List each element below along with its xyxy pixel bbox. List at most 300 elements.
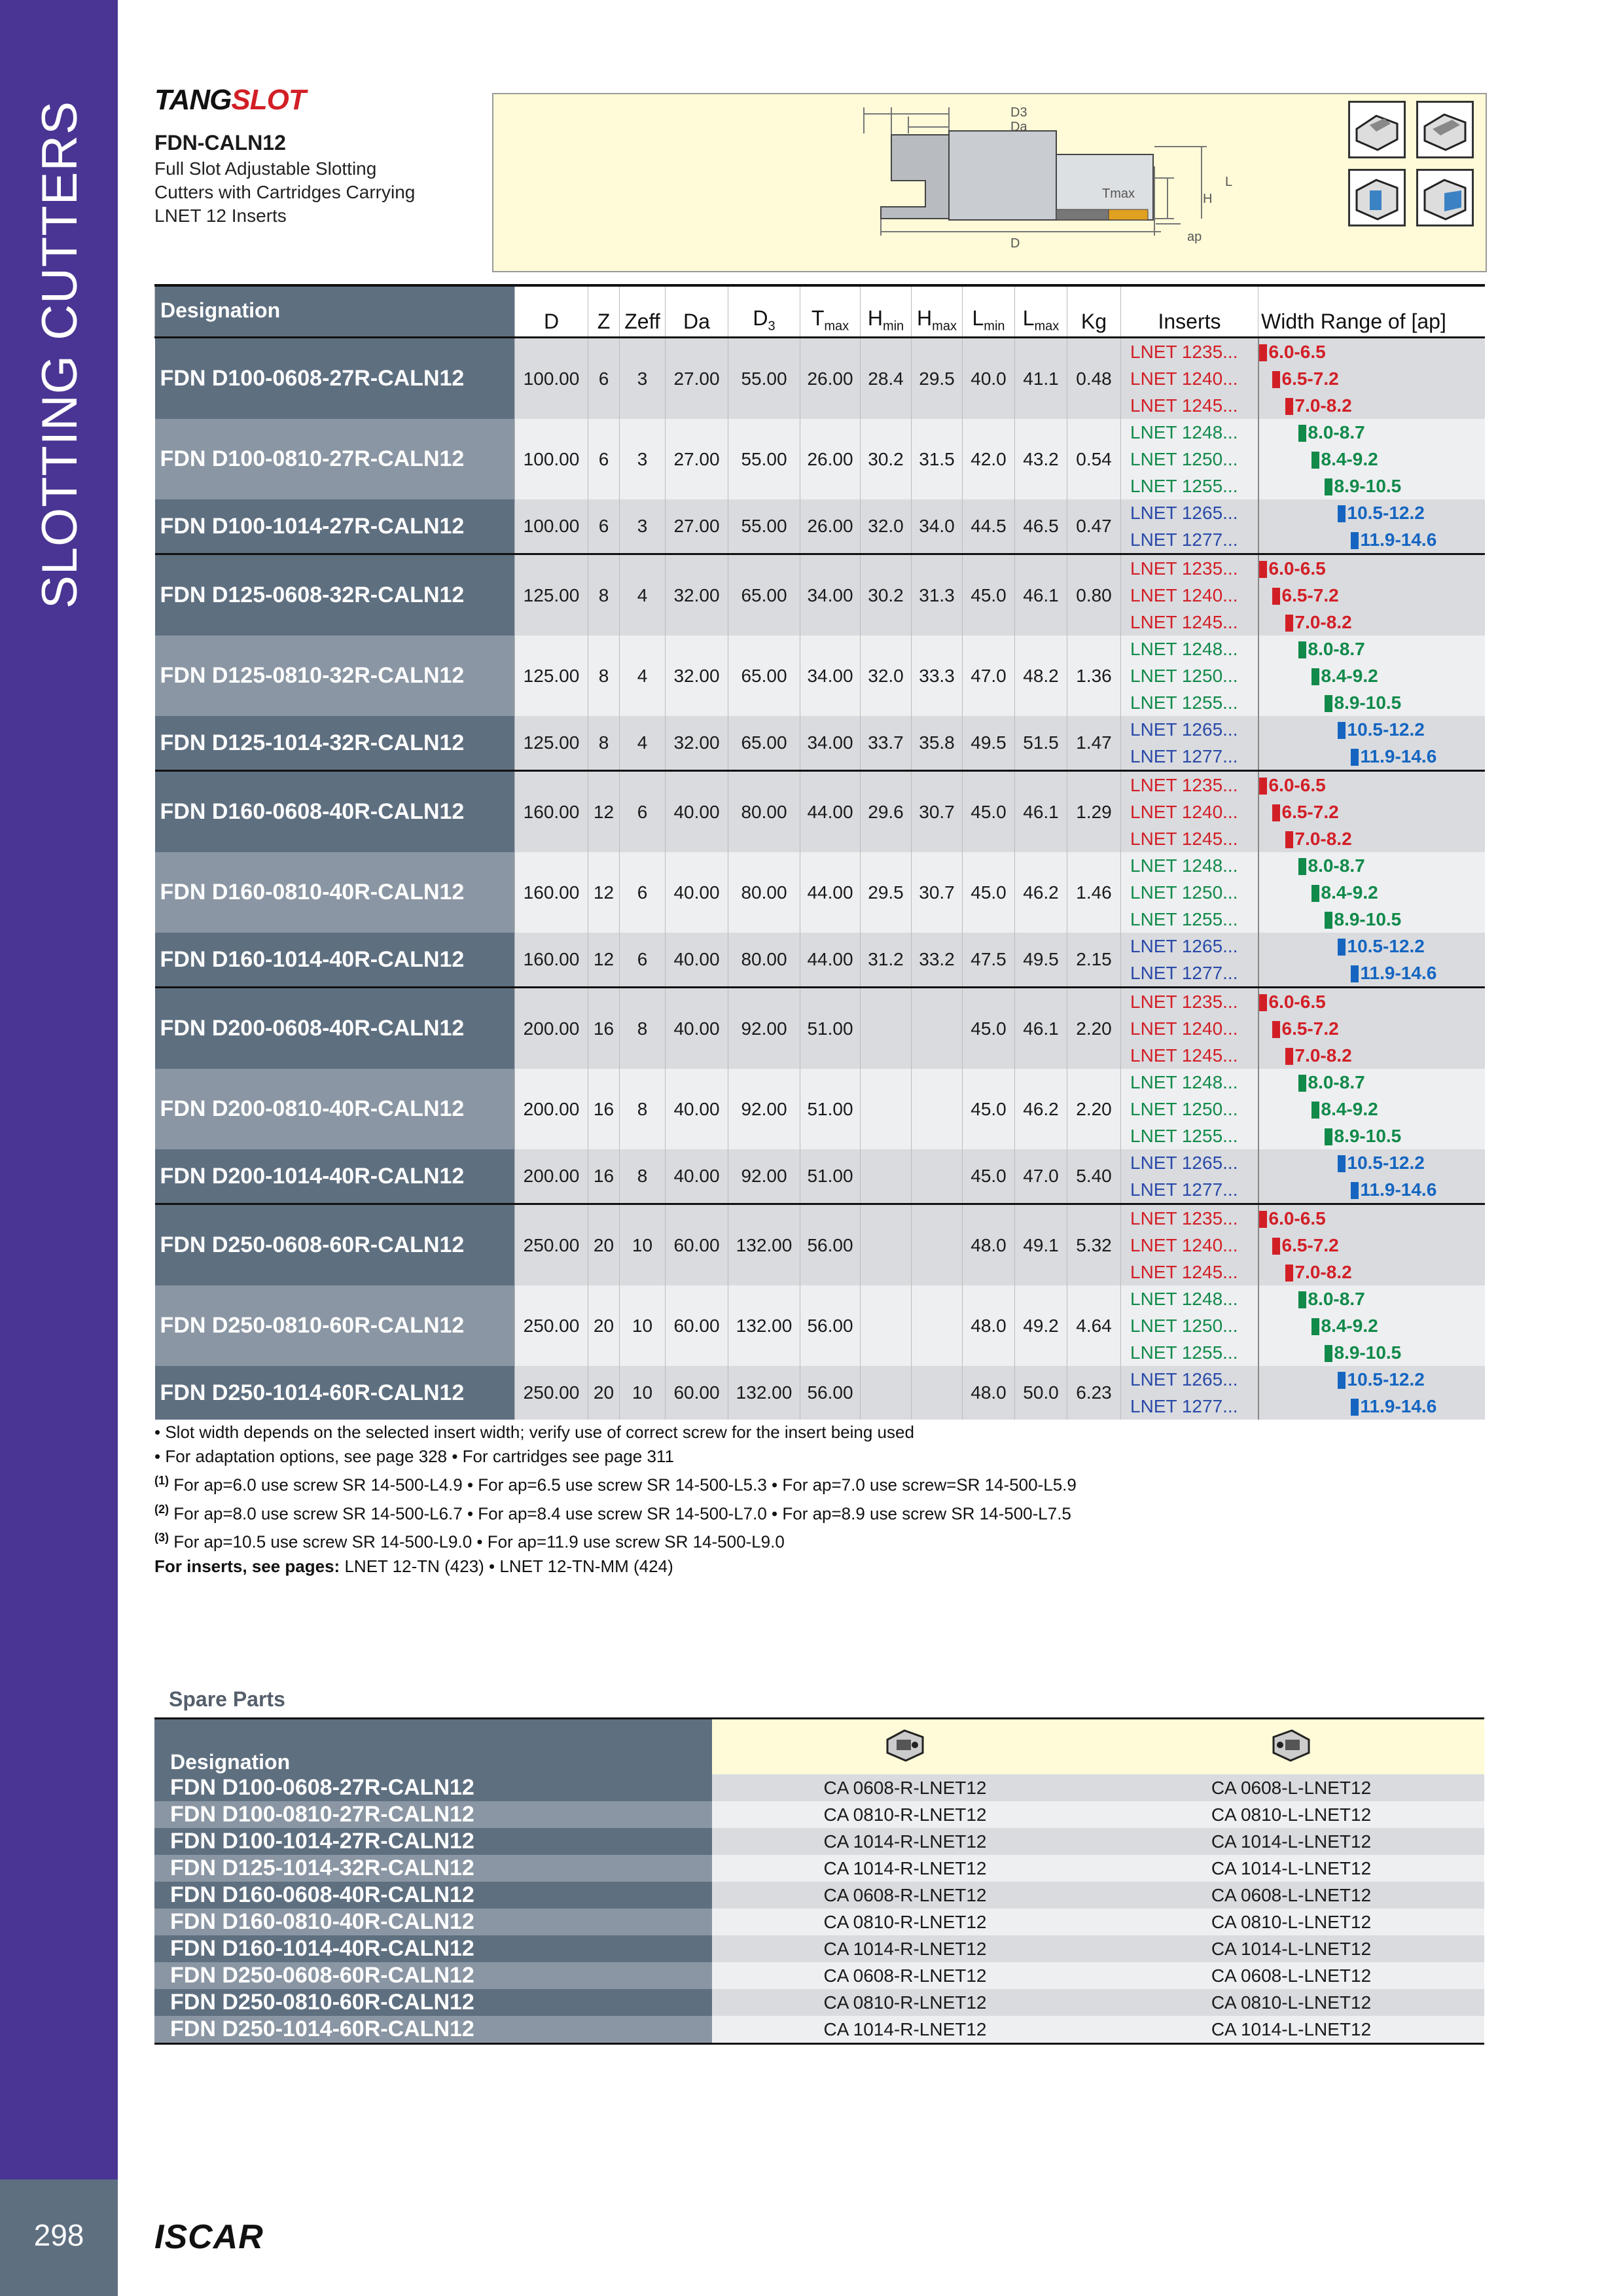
color-swatch-icon: [1272, 804, 1280, 821]
insert-cell: LNET 1235...: [1121, 338, 1258, 366]
cell-lmin: 45.0: [963, 1149, 1015, 1204]
width-range-cell: [1258, 1176, 1485, 1204]
cell-d3: 55.00: [728, 338, 800, 420]
width-range-text: 6.5-7.2: [1281, 1018, 1339, 1039]
width-range-text: 8.0-8.7: [1308, 638, 1365, 659]
spare-row: [154, 1801, 1484, 1828]
cell-lmin: 45.0: [963, 852, 1015, 933]
cell-tmax: 44.00: [800, 771, 861, 853]
color-swatch-icon: [1325, 1345, 1332, 1362]
header-width-range: Width Range of [ap]: [1258, 285, 1485, 338]
cartridge-right-cell: CA 1014-R-LNET12: [712, 1828, 1098, 1855]
insert-cell: LNET 1255...: [1121, 689, 1258, 716]
designation-cell: FDN D160-0810-40R-CALN12: [155, 852, 515, 933]
insert-cell: LNET 1255...: [1121, 906, 1258, 933]
color-swatch-icon: [1272, 371, 1280, 388]
insert-cell: LNET 1240...: [1121, 798, 1258, 825]
label-d: D: [1010, 236, 1020, 251]
cell-da: 60.00: [666, 1204, 728, 1286]
cartridge-left-cell: CA 1014-L-LNET12: [1098, 1855, 1484, 1882]
cell-hmin: 32.0: [861, 499, 912, 554]
width-range-cell: [1258, 798, 1485, 825]
width-range-text: 6.0-6.5: [1268, 1208, 1326, 1229]
cell-da: 40.00: [666, 852, 728, 933]
designation-cell: FDN D200-1014-40R-CALN12: [155, 1149, 515, 1204]
note-line: $^{(3)}$ For ap=10.5 use screw SR 14-500-L9.0 • For ap=11.9 use screw SR 14-500-L9.0: [154, 1531, 785, 1552]
header-z: Z: [588, 285, 620, 338]
spare-parts-body: [154, 1774, 1484, 2044]
cell-z: 20: [588, 1366, 620, 1420]
tool-data-body: [155, 338, 1485, 1420]
cartridge-left-cell: CA 0810-L-LNET12: [1098, 1989, 1484, 2016]
brand-logo-part2: SLOT: [231, 84, 306, 116]
width-range-text: 8.0-8.7: [1308, 422, 1365, 442]
color-swatch-icon: [1338, 1372, 1346, 1389]
width-range-text: 6.5-7.2: [1281, 584, 1339, 605]
sidebar-title: SLOTTING CUTTERS: [32, 100, 88, 609]
color-swatch-icon: [1298, 1291, 1306, 1308]
cell-zeff: 8: [620, 988, 666, 1069]
cell-lmax: 51.5: [1015, 716, 1067, 771]
model-description: Full Slot Adjustable Slotting Cutters with Cartridges Carrying LNET 12 Inserts: [154, 158, 416, 226]
width-range-cell: [1258, 1339, 1485, 1366]
cell-lmin: 49.5: [963, 716, 1015, 771]
slotting-application-icon: [1348, 101, 1406, 158]
cell-da: 40.00: [666, 933, 728, 988]
color-swatch-icon: [1325, 695, 1332, 712]
cell-z: 6: [588, 338, 620, 420]
color-swatch-icon: [1311, 1318, 1319, 1335]
face-slot-application-icon: [1416, 101, 1474, 158]
cell-hmax: 35.8: [912, 716, 963, 771]
cell-lmax: 46.1: [1015, 554, 1067, 636]
cartridge-left-cell: CA 1014-L-LNET12: [1098, 1828, 1484, 1855]
cell-lmax: 46.2: [1015, 1069, 1067, 1149]
color-swatch-icon: [1298, 858, 1306, 875]
table-row: [155, 1069, 1485, 1096]
color-swatch-icon: [1272, 1021, 1280, 1038]
table-row: [155, 716, 1485, 743]
color-swatch-icon: [1338, 722, 1346, 739]
cartridge-right-cell: CA 0608-R-LNET12: [712, 1962, 1098, 1989]
spare-row: [154, 1774, 1484, 1801]
model-title: FDN-CALN12: [154, 131, 286, 154]
width-range-cell: [1258, 689, 1485, 716]
note-line: • Slot width depends on the selected insert width; verify use of correct screw for the insert being used: [154, 1422, 914, 1442]
insert-cell: LNET 1250...: [1121, 879, 1258, 906]
insert-cell: LNET 1245...: [1121, 609, 1258, 636]
cell-d: 125.00: [515, 716, 588, 771]
width-range-text: 8.9-10.5: [1334, 1125, 1402, 1146]
spare-designation-cell: FDN D250-1014-60R-CALN12: [154, 2016, 712, 2044]
cartridge-right-cell: CA 0810-R-LNET12: [712, 1909, 1098, 1935]
groove-application-icon: [1348, 169, 1406, 226]
cell-z: 12: [588, 771, 620, 853]
cell-d: 250.00: [515, 1204, 588, 1286]
cell-da: 40.00: [666, 771, 728, 853]
cell-hmax: 31.3: [912, 554, 963, 636]
cell-hmin: [861, 1204, 912, 1286]
cell-tmax: 44.00: [800, 933, 861, 988]
color-swatch-icon: [1311, 885, 1319, 902]
color-swatch-icon: [1259, 561, 1267, 578]
cell-hmax: 30.7: [912, 852, 963, 933]
insert-cell: LNET 1277...: [1121, 743, 1258, 771]
cell-z: 8: [588, 636, 620, 716]
width-range-text: 8.9-10.5: [1334, 908, 1402, 929]
designation-cell: FDN D100-1014-27R-CALN12: [155, 499, 515, 554]
label-tmax: Tmax: [1102, 187, 1135, 201]
width-range-cell: [1258, 1312, 1485, 1339]
cell-d3: 80.00: [728, 852, 800, 933]
cell-d3: 92.00: [728, 988, 800, 1069]
cell-hmax: [912, 988, 963, 1069]
tool-data-table: [154, 284, 1485, 1420]
cell-hmin: 33.7: [861, 716, 912, 771]
cell-tmax: 51.00: [800, 988, 861, 1069]
cartridge-right-icon: [712, 1719, 1098, 1775]
note-line: $^{(2)}$ For ap=8.0 use screw SR 14-500-L6.7 • For ap=8.4 use screw SR 14-500-L7.0 • For ap=8.9 use screw SR 14-500-L7.5: [154, 1502, 1071, 1524]
cell-lmax: 46.5: [1015, 499, 1067, 554]
cell-da: 32.00: [666, 636, 728, 716]
cell-lmax: 43.2: [1015, 419, 1067, 499]
spare-header-row: [154, 1719, 1484, 1775]
cell-kg: 2.20: [1067, 988, 1121, 1069]
designation-cell: FDN D200-0810-40R-CALN12: [155, 1069, 515, 1149]
color-swatch-icon: [1285, 398, 1293, 415]
insert-cell: LNET 1277...: [1121, 960, 1258, 988]
header-da: Da: [666, 285, 728, 338]
width-range-text: 8.4-9.2: [1321, 1315, 1378, 1336]
cell-da: 60.00: [666, 1366, 728, 1420]
color-swatch-icon: [1285, 831, 1293, 848]
cell-lmin: 47.0: [963, 636, 1015, 716]
cell-d3: 132.00: [728, 1366, 800, 1420]
width-range-text: 8.9-10.5: [1334, 1342, 1402, 1363]
cell-zeff: 4: [620, 716, 666, 771]
footer-brand: ISCAR: [154, 2218, 264, 2256]
cartridge-left-cell: CA 0810-L-LNET12: [1098, 1909, 1484, 1935]
width-range-text: 7.0-8.2: [1294, 1261, 1352, 1282]
header-lmax: $L_{max}$: [1015, 285, 1067, 338]
width-range-text: 10.5-12.2: [1347, 1152, 1425, 1173]
cell-hmin: [861, 988, 912, 1069]
cell-zeff: 3: [620, 338, 666, 420]
cell-tmax: 34.00: [800, 554, 861, 636]
cell-z: 16: [588, 1069, 620, 1149]
spare-row: [154, 1882, 1484, 1909]
width-range-cell: [1258, 1232, 1485, 1259]
insert-cell: LNET 1235...: [1121, 554, 1258, 583]
width-range-cell: [1258, 933, 1485, 960]
width-range-cell: [1258, 1285, 1485, 1312]
color-swatch-icon: [1272, 588, 1280, 605]
color-swatch-icon: [1285, 1048, 1293, 1065]
width-range-text: 7.0-8.2: [1294, 828, 1352, 849]
width-range-cell: [1258, 1259, 1485, 1285]
table-row: [155, 499, 1485, 526]
table-row: [155, 1285, 1485, 1312]
cell-hmin: 31.2: [861, 933, 912, 988]
note-line: $^{(1)}$ For ap=6.0 use screw SR 14-500-L4.9 • For ap=6.5 use screw SR 14-500-L5.3 • For ap=7.0 use screw=SR 14-500-L5.9: [154, 1474, 1077, 1495]
cell-hmax: 29.5: [912, 338, 963, 420]
insert-cell: LNET 1245...: [1121, 1042, 1258, 1069]
color-swatch-icon: [1325, 912, 1332, 929]
cell-zeff: 8: [620, 1149, 666, 1204]
header-lmin: $L_{min}$: [963, 285, 1015, 338]
cell-zeff: 6: [620, 771, 666, 853]
color-swatch-icon: [1311, 452, 1319, 469]
cell-z: 8: [588, 554, 620, 636]
spare-designation-cell: FDN D100-0810-27R-CALN12: [154, 1801, 712, 1828]
insert-cell: LNET 1277...: [1121, 526, 1258, 554]
insert-cell: LNET 1235...: [1121, 771, 1258, 799]
width-range-text: 8.0-8.7: [1308, 1288, 1365, 1309]
width-range-cell: [1258, 636, 1485, 662]
cell-tmax: 56.00: [800, 1204, 861, 1286]
designation-cell: FDN D200-0608-40R-CALN12: [155, 988, 515, 1069]
cartridge-right-cell: CA 1014-R-LNET12: [712, 1935, 1098, 1962]
table-row: [155, 988, 1485, 1016]
cell-lmin: 48.0: [963, 1204, 1015, 1286]
cartridge-left-cell: CA 0608-L-LNET12: [1098, 1962, 1484, 1989]
color-swatch-icon: [1351, 532, 1359, 549]
cell-kg: 0.54: [1067, 419, 1121, 499]
spare-parts-table: [154, 1717, 1484, 2045]
color-swatch-icon: [1338, 939, 1346, 956]
cartridge-left-cell: CA 1014-L-LNET12: [1098, 1935, 1484, 1962]
cell-d: 200.00: [515, 988, 588, 1069]
table-row: [155, 636, 1485, 662]
cell-d: 200.00: [515, 1069, 588, 1149]
table-row: [155, 771, 1485, 799]
cell-lmin: 48.0: [963, 1285, 1015, 1366]
cell-lmax: 49.1: [1015, 1204, 1067, 1286]
cell-tmax: 51.00: [800, 1149, 861, 1204]
cartridge-left-cell: CA 0608-L-LNET12: [1098, 1774, 1484, 1801]
cell-kg: 1.29: [1067, 771, 1121, 853]
designation-cell: FDN D125-1014-32R-CALN12: [155, 716, 515, 771]
cartridge-left-cell: CA 1014-L-LNET12: [1098, 2016, 1484, 2044]
spare-designation-cell: FDN D100-0608-27R-CALN12: [154, 1774, 712, 1801]
width-range-cell: [1258, 609, 1485, 636]
cell-tmax: 26.00: [800, 499, 861, 554]
width-range-text: 6.0-6.5: [1268, 558, 1326, 579]
cell-lmin: 45.0: [963, 1069, 1015, 1149]
spare-designation-cell: FDN D125-1014-32R-CALN12: [154, 1855, 712, 1882]
width-range-text: 8.9-10.5: [1334, 475, 1402, 496]
table-row: [155, 554, 1485, 583]
header-designation: Designation: [155, 285, 515, 338]
color-swatch-icon: [1298, 1075, 1306, 1092]
cell-tmax: 26.00: [800, 419, 861, 499]
width-range-cell: [1258, 662, 1485, 689]
spare-parts-title: Spare Parts: [169, 1687, 285, 1711]
color-swatch-icon: [1351, 1182, 1359, 1199]
shoulder-application-icon: [1416, 169, 1474, 226]
spare-designation-cell: FDN D160-0608-40R-CALN12: [154, 1882, 712, 1909]
cell-d3: 80.00: [728, 933, 800, 988]
insert-cell: LNET 1255...: [1121, 1339, 1258, 1366]
cell-hmax: 30.7: [912, 771, 963, 853]
application-icons: [1348, 101, 1479, 229]
brand-logo-part1: TANG: [154, 84, 232, 116]
spare-header-designation: Designation: [154, 1719, 712, 1775]
cell-hmin: 28.4: [861, 338, 912, 420]
width-range-cell: [1258, 526, 1485, 554]
cell-z: 8: [588, 716, 620, 771]
width-range-text: 6.0-6.5: [1268, 341, 1326, 362]
label-l: L: [1225, 175, 1233, 189]
insert-cell: LNET 1250...: [1121, 662, 1258, 689]
cell-z: 6: [588, 499, 620, 554]
spare-designation-cell: FDN D160-1014-40R-CALN12: [154, 1935, 712, 1962]
header-tmax: $T_{max}$: [800, 285, 861, 338]
width-range-text: 8.4-9.2: [1321, 448, 1378, 469]
note-line: For inserts, see pages: LNET 12-TN (423) • LNET 12-TN-MM (424): [154, 1556, 673, 1576]
spare-row: [154, 1935, 1484, 1962]
cell-hmin: [861, 1069, 912, 1149]
width-range-text: 6.5-7.2: [1281, 801, 1339, 822]
cell-hmax: 31.5: [912, 419, 963, 499]
cell-lmin: 44.5: [963, 499, 1015, 554]
cell-z: 6: [588, 419, 620, 499]
cell-d: 125.00: [515, 636, 588, 716]
label-ap: ap: [1187, 230, 1202, 244]
cell-da: 40.00: [666, 1069, 728, 1149]
header-hmax: $H_{max}$: [912, 285, 963, 338]
insert-cell: LNET 1265...: [1121, 499, 1258, 526]
cell-da: 32.00: [666, 554, 728, 636]
cell-lmin: 48.0: [963, 1366, 1015, 1420]
width-range-cell: [1258, 554, 1485, 583]
cartridge-left-cell: CA 0810-L-LNET12: [1098, 1801, 1484, 1828]
cell-hmax: [912, 1149, 963, 1204]
cell-d: 160.00: [515, 771, 588, 853]
table-row: [155, 1149, 1485, 1176]
width-range-cell: [1258, 1015, 1485, 1042]
cell-da: 32.00: [666, 716, 728, 771]
color-swatch-icon: [1298, 425, 1306, 442]
designation-cell: FDN D160-1014-40R-CALN12: [155, 933, 515, 988]
spare-row: [154, 2016, 1484, 2044]
width-range-cell: [1258, 960, 1485, 988]
table-header-row: [155, 285, 1485, 338]
designation-cell: FDN D160-0608-40R-CALN12: [155, 771, 515, 853]
designation-cell: FDN D100-0608-27R-CALN12: [155, 338, 515, 420]
designation-cell: FDN D125-0810-32R-CALN12: [155, 636, 515, 716]
insert-cell: LNET 1248...: [1121, 1285, 1258, 1312]
cell-lmin: 45.0: [963, 988, 1015, 1069]
cartridge-left-icon: [1098, 1719, 1484, 1775]
cell-lmax: 49.2: [1015, 1285, 1067, 1366]
width-range-text: 8.4-9.2: [1321, 882, 1378, 903]
cell-z: 16: [588, 988, 620, 1069]
cell-zeff: 10: [620, 1285, 666, 1366]
cell-kg: 0.80: [1067, 554, 1121, 636]
width-range-text: 11.9-14.6: [1360, 1395, 1437, 1416]
cell-lmax: 49.5: [1015, 933, 1067, 988]
cell-lmax: 48.2: [1015, 636, 1067, 716]
width-range-text: 6.5-7.2: [1281, 1234, 1339, 1255]
cell-da: 60.00: [666, 1285, 728, 1366]
cell-da: 27.00: [666, 338, 728, 420]
spare-row: [154, 1962, 1484, 1989]
cell-hmax: [912, 1366, 963, 1420]
cell-kg: 6.23: [1067, 1366, 1121, 1420]
insert-cell: LNET 1248...: [1121, 1069, 1258, 1096]
cell-da: 27.00: [666, 499, 728, 554]
insert-cell: LNET 1265...: [1121, 1149, 1258, 1176]
header-d3: $D_3$: [728, 285, 800, 338]
width-range-cell: [1258, 392, 1485, 419]
cell-hmin: 29.6: [861, 771, 912, 853]
spare-designation-cell: FDN D100-1014-27R-CALN12: [154, 1828, 712, 1855]
insert-cell: LNET 1248...: [1121, 852, 1258, 879]
spare-designation-cell: FDN D160-0810-40R-CALN12: [154, 1909, 712, 1935]
insert-cell: LNET 1240...: [1121, 1015, 1258, 1042]
color-swatch-icon: [1298, 641, 1306, 658]
insert-cell: LNET 1265...: [1121, 1366, 1258, 1393]
cell-kg: 2.15: [1067, 933, 1121, 988]
cell-hmax: [912, 1285, 963, 1366]
cell-z: 12: [588, 852, 620, 933]
table-row: [155, 338, 1485, 366]
cell-da: 27.00: [666, 419, 728, 499]
table-row: [155, 1204, 1485, 1232]
cutter-drawing: [493, 94, 1486, 271]
width-range-cell: [1258, 716, 1485, 743]
cell-zeff: 4: [620, 554, 666, 636]
cell-kg: 1.36: [1067, 636, 1121, 716]
page-number: 298: [33, 2218, 84, 2252]
width-range-cell: [1258, 852, 1485, 879]
color-swatch-icon: [1351, 965, 1359, 982]
width-range-text: 11.9-14.6: [1360, 745, 1437, 766]
cell-hmax: 33.3: [912, 636, 963, 716]
cell-hmin: 32.0: [861, 636, 912, 716]
width-range-text: 6.5-7.2: [1281, 368, 1339, 389]
width-range-cell: [1258, 446, 1485, 473]
width-range-cell: [1258, 1204, 1485, 1232]
cell-d3: 55.00: [728, 419, 800, 499]
cell-hmax: 34.0: [912, 499, 963, 554]
insert-cell: LNET 1250...: [1121, 1312, 1258, 1339]
cell-hmin: [861, 1149, 912, 1204]
color-swatch-icon: [1311, 1102, 1319, 1119]
cell-d3: 92.00: [728, 1069, 800, 1149]
cell-d: 250.00: [515, 1366, 588, 1420]
cell-d3: 132.00: [728, 1204, 800, 1286]
cell-d3: 132.00: [728, 1285, 800, 1366]
cell-lmin: 40.0: [963, 338, 1015, 420]
spare-row: [154, 1855, 1484, 1882]
width-range-text: 7.0-8.2: [1294, 395, 1352, 416]
width-range-cell: [1258, 825, 1485, 852]
table-row: [155, 419, 1485, 446]
brand-logo: [154, 84, 306, 117]
cell-zeff: 3: [620, 499, 666, 554]
cell-d3: 65.00: [728, 716, 800, 771]
cell-lmax: 46.2: [1015, 852, 1067, 933]
cell-kg: 1.46: [1067, 852, 1121, 933]
color-swatch-icon: [1259, 778, 1267, 795]
cell-zeff: 4: [620, 636, 666, 716]
note-line: • For adaptation options, see page 328 • For cartridges see page 311: [154, 1446, 674, 1466]
insert-cell: LNET 1265...: [1121, 716, 1258, 743]
insert-cell: LNET 1250...: [1121, 1096, 1258, 1122]
insert-cell: LNET 1235...: [1121, 988, 1258, 1016]
